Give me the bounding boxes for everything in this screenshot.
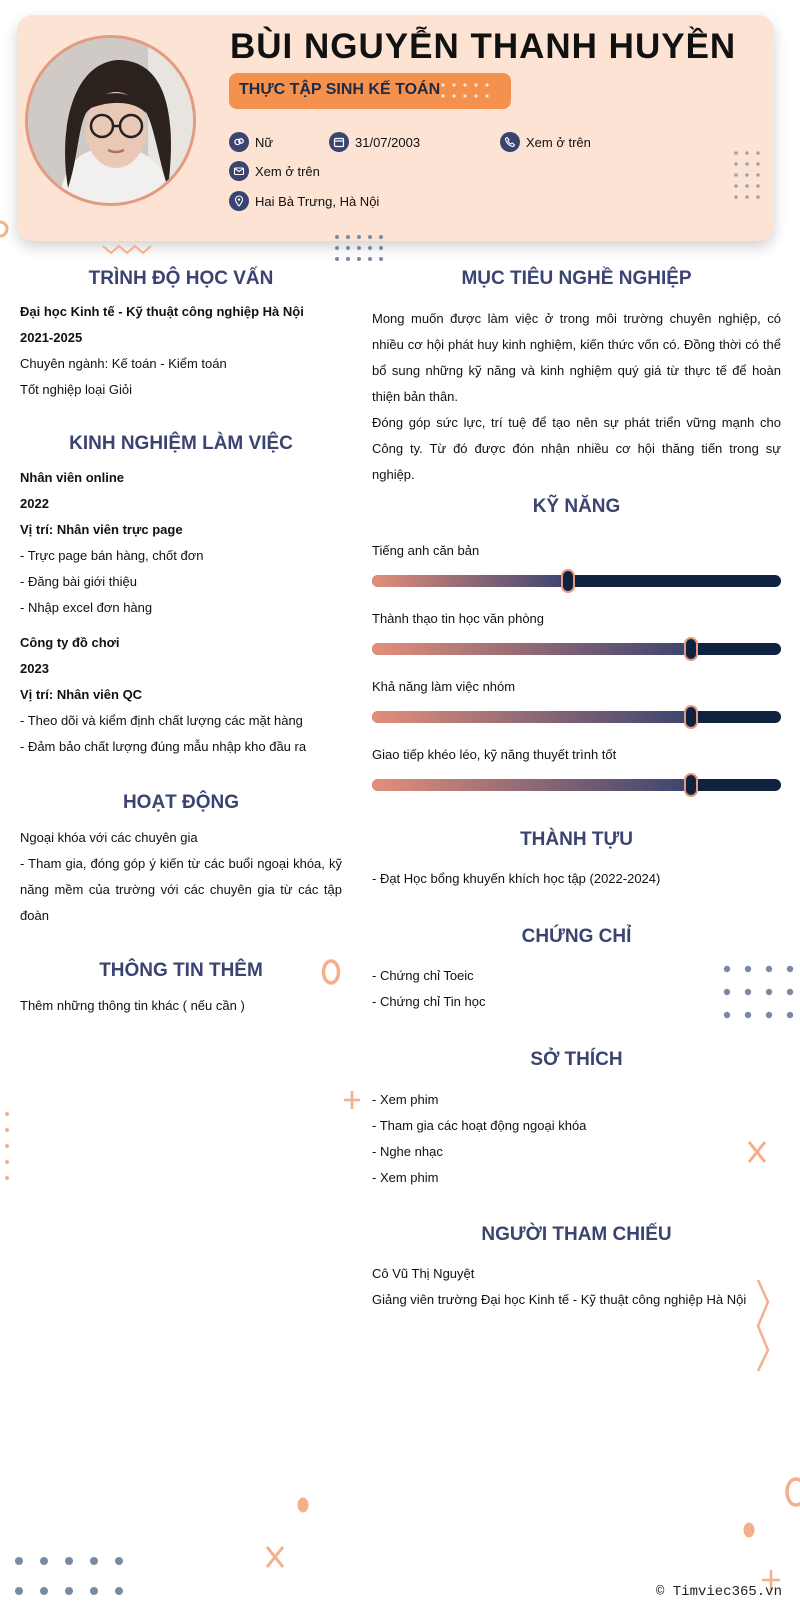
job-task: - Theo dõi và kiểm định chất lượng các mặt hàng — [20, 713, 303, 728]
certificate-item: - Chứng chỉ Tin học — [372, 994, 486, 1009]
activity-desc: - Tham gia, đóng góp ý kiến từ các buổi ngoại khóa, kỹ năng mềm của trường với các chuyên gia từ các tập đoàn — [20, 856, 342, 923]
skill-bar — [372, 643, 781, 655]
birthdate-value: 31/07/2003 — [355, 134, 421, 150]
achievement-item: - Đạt Học bổng khuyến khích học tập (2022-2024) — [372, 871, 661, 886]
skill-label: Giao tiếp khéo léo, kỹ năng thuyết trình tốt — [372, 747, 617, 762]
job-year: 2022 — [20, 496, 49, 511]
oval-decoration-icon — [742, 1521, 756, 1539]
dot-grid-decoration-icon — [722, 963, 800, 1023]
oval-decoration-icon — [296, 1496, 310, 1514]
job-title: THỰC TẬP SINH KẾ TOÁN — [239, 81, 441, 98]
ring-decoration-icon — [782, 1475, 800, 1509]
job-title-banner — [229, 73, 511, 109]
skills-title: KỸ NĂNG — [532, 496, 621, 517]
header-card — [17, 15, 774, 241]
references-section — [372, 1261, 781, 1313]
activities-section — [20, 825, 342, 929]
hobbies-title: SỞ THÍCH — [530, 1049, 623, 1070]
education-school: Đại học Kinh tế - Kỹ thuật công nghiệp Hà Nội — [20, 304, 304, 319]
education-title: TRÌNH ĐỘ HỌC VẤN — [88, 268, 274, 289]
birthdate-info — [329, 132, 420, 152]
objective-paragraph: Mong muốn được làm việc ở trong môi trường chuyên nghiệp, có nhiều cơ hội phát huy kinh nghiệm, kiến thức vốn có. Đồng thời có thể bổ sung những kỹ năng và kinh nghiệm quý giá từ thực tế để hoàn thiện bản thân. — [372, 311, 781, 404]
skill-bar-fill — [372, 779, 691, 791]
watermark: © Timviec365.vn — [655, 1584, 782, 1600]
hobby-item: - Xem phim — [372, 1170, 439, 1185]
education-years: 2021-2025 — [20, 330, 83, 345]
extra-info-title: THÔNG TIN THÊM — [99, 960, 263, 981]
phone-value: Xem ở trên — [526, 134, 591, 150]
cross-decoration-icon — [264, 1544, 286, 1570]
calendar-icon — [329, 132, 349, 152]
gender-info — [229, 132, 273, 152]
dot-grid-decoration-icon — [732, 149, 764, 204]
skill-bar-knob — [684, 773, 698, 797]
job-task: - Nhập excel đơn hàng — [20, 600, 153, 615]
wave-line-decoration-icon — [754, 1278, 772, 1373]
dot-grid-decoration-icon — [12, 1552, 136, 1602]
experience-title: KINH NGHIỆM LÀM VIỆC — [69, 433, 293, 454]
hobby-item: - Tham gia các hoạt động ngoại khóa — [372, 1118, 587, 1133]
reference-name: Cô Vũ Thị Nguyệt — [372, 1266, 475, 1281]
education-major: Chuyên ngành: Kế toán - Kiểm toán — [20, 356, 227, 371]
skill-bar-knob — [561, 569, 575, 593]
gender-value: Nữ — [255, 134, 274, 150]
hobby-item: - Xem phim — [372, 1092, 439, 1107]
phone-info[interactable] — [500, 132, 591, 152]
activity-name: Ngoại khóa với các chuyên gia — [20, 830, 198, 845]
location-pin-icon — [229, 191, 249, 211]
gender-icon — [229, 132, 249, 152]
avatar — [25, 35, 196, 206]
skill-bar-fill — [372, 643, 691, 655]
education-section — [20, 299, 342, 403]
objective-paragraph: Đóng góp sức lực, trí tuệ để tạo nên sự phát triển vững mạnh cho Công ty. Từ đó được đón nhận nhiều cơ hội thăng tiến trong sự nghiệp. — [372, 415, 781, 482]
achievements-title: THÀNH TỰU — [520, 829, 633, 850]
skill-bar — [372, 711, 781, 723]
skill-label: Thành thạo tin học văn phòng — [372, 611, 545, 626]
ring-decoration-icon — [320, 957, 342, 987]
skill-label: Khả năng làm việc nhóm — [372, 679, 516, 694]
experience-job-1 — [20, 465, 342, 621]
activities-title: HOẠT ĐỘNG — [122, 792, 240, 813]
address-value: Hai Bà Trưng, Hà Nội — [255, 193, 380, 209]
job-company: Nhân viên online — [20, 470, 125, 485]
email-icon — [229, 161, 249, 181]
extra-info-text: Thêm những thông tin khác ( nếu cần ) — [20, 998, 245, 1013]
job-company: Công ty đồ chơi — [20, 635, 120, 650]
reference-desc: Giảng viên trường Đại học Kinh tế - Kỹ thuật công nghiệp Hà Nội — [372, 1292, 747, 1307]
email-info[interactable] — [229, 161, 320, 181]
certificate-item: - Chứng chỉ Toeic — [372, 968, 474, 983]
cross-decoration-icon — [746, 1139, 768, 1165]
experience-job-2 — [20, 630, 342, 760]
skill-bar-knob — [684, 637, 698, 661]
education-grade: Tốt nghiệp loại Giỏi — [20, 382, 133, 397]
job-position: Vị trí: Nhân viên QC — [20, 687, 143, 702]
dotted-line-decoration-icon — [4, 1110, 10, 1190]
full-name: BÙI NGUYỄN THANH HUYỀN — [230, 27, 737, 66]
dots-decoration-icon — [439, 80, 499, 102]
plus-decoration-icon — [342, 1089, 362, 1111]
skill-bar — [372, 575, 781, 587]
job-task: - Đảm bảo chất lượng đúng mẫu nhập kho đầu ra — [20, 739, 307, 754]
hobbies-section — [372, 1087, 781, 1191]
email-value: Xem ở trên — [255, 163, 320, 179]
objective-section — [372, 306, 781, 488]
objective-title: MỤC TIÊU NGHỀ NGHIỆP — [461, 268, 692, 289]
skill-bar-knob — [684, 705, 698, 729]
address-info — [229, 191, 379, 211]
job-year: 2023 — [20, 661, 49, 676]
skill-bar — [372, 779, 781, 791]
certificates-title: CHỨNG CHỈ — [521, 926, 632, 947]
job-task: - Đăng bài giới thiệu — [20, 574, 137, 589]
references-title: NGƯỜI THAM CHIẾU — [481, 1224, 672, 1245]
zigzag-decoration-icon — [102, 243, 152, 255]
certificates-section — [372, 963, 781, 1015]
dot-grid-decoration-icon — [333, 233, 393, 263]
job-task: - Trực page bán hàng, chốt đơn — [20, 548, 204, 563]
hobby-item: - Nghe nhạc — [372, 1144, 443, 1159]
skill-label: Tiếng anh căn bản — [372, 543, 480, 558]
phone-icon — [500, 132, 520, 152]
job-position: Vị trí: Nhân viên trực page — [20, 522, 183, 537]
ring-decoration-icon — [0, 218, 12, 240]
skill-bar-fill — [372, 711, 691, 723]
skill-bar-fill — [372, 575, 568, 587]
